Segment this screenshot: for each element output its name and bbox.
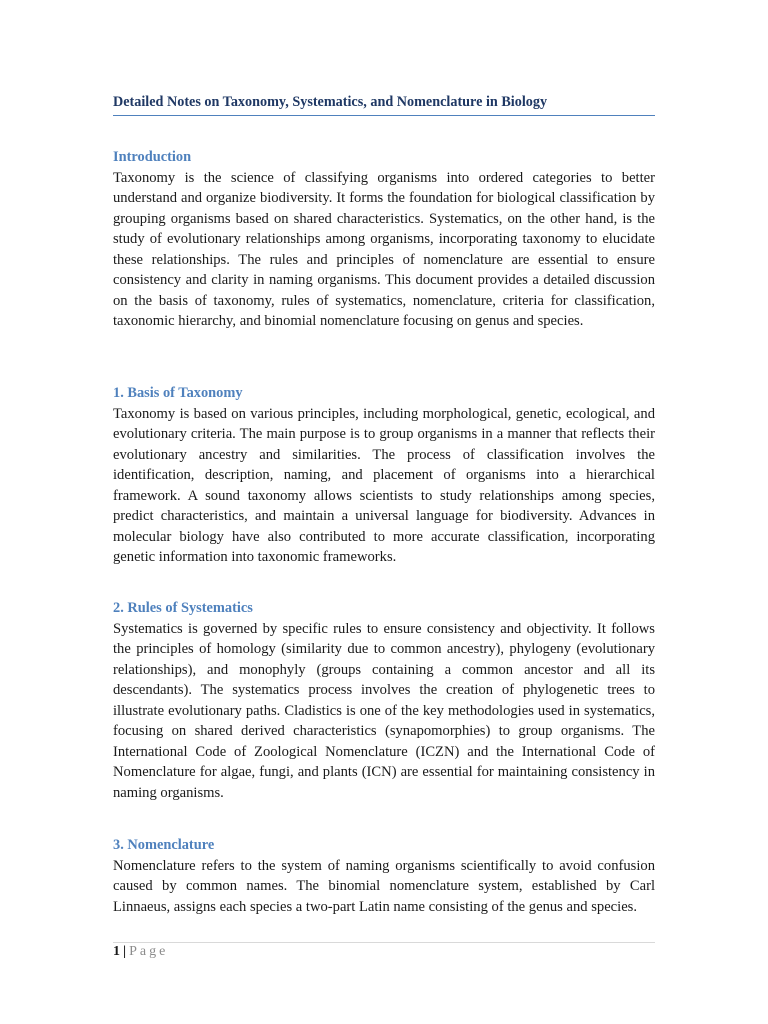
section-heading: 2. Rules of Systematics — [113, 600, 253, 616]
footer-divider — [113, 942, 655, 943]
footer-separator: | — [123, 944, 127, 959]
document-title: Detailed Notes on Taxonomy, Systematics, and Nomenclature in Biology — [113, 94, 548, 110]
section-body: Taxonomy is the science of classifying organisms into ordered categories to better understand and organize biodiversity. It forms the foundation for biological classification by grouping organisms based on shared characteristics. Systematics, on the other hand, is the study of evolutionary relationships among organisms, incorporating taxonomy to elucidate these relationships. The rules and principles of nomenclature are essential to ensure consistency and clarity in naming organisms. This document provides a detailed discussion on the basis of taxonomy, rules of systematics, nomenclature, criteria for classification, taxonomic hierarchy, and binomial nomenclature focusing on genus and species. — [113, 169, 655, 329]
section-rules-of-systematics — [113, 598, 655, 803]
section-basis-of-taxonomy — [113, 383, 655, 568]
section-body: Nomenclature refers to the system of naming organisms scientifically to avoid confusion caused by common names. The binomial nomenclature system, established by Carl Linnaeus, assigns each species a two-part Latin name consisting of the genus and species. — [113, 857, 655, 915]
page-number: 1 — [113, 944, 120, 959]
section-heading: 1. Basis of Taxonomy — [113, 385, 243, 401]
title-divider — [113, 115, 655, 116]
section-heading: Introduction — [113, 149, 192, 165]
page-footer — [113, 943, 168, 961]
page-label: Page — [129, 944, 169, 959]
section-body: Systematics is governed by specific rules to ensure consistency and objectivity. It follows the principles of homology (similarity due to common ancestry), phylogeny (evolutionary relationships), and monophyly (groups containing a common ancestor and all its descendants). The systematics process involves the creation of phylogenetic trees to illustrate evolutionary paths. Cladistics is one of the key methodologies used in systematics, focusing on shared derived characteristics (synapomorphies) to group organisms. The International Code of Zoological Nomenclature (ICZN) and the International Code of Nomenclature for algae, fungi, and plants (ICN) are essential for maintaining consistency in naming organisms. — [113, 620, 655, 801]
section-nomenclature — [113, 835, 655, 917]
section-body: Taxonomy is based on various principles, including morphological, genetic, ecological, and evolutionary criteria. The main purpose is to group organisms in a manner that reflects their evolutionary ancestry and similarities. The process of classification involves the identification, description, naming, and placement of organisms into a hierarchical framework. A sound taxonomy allows scientists to study relationships among species, predict characteristics, and maintain a universal language for biodiversity. Advances in molecular biology have also contributed to more accurate classification, incorporating genetic information into taxonomic frameworks. — [113, 405, 655, 565]
section-introduction — [113, 147, 655, 332]
section-heading: 3. Nomenclature — [113, 837, 215, 853]
